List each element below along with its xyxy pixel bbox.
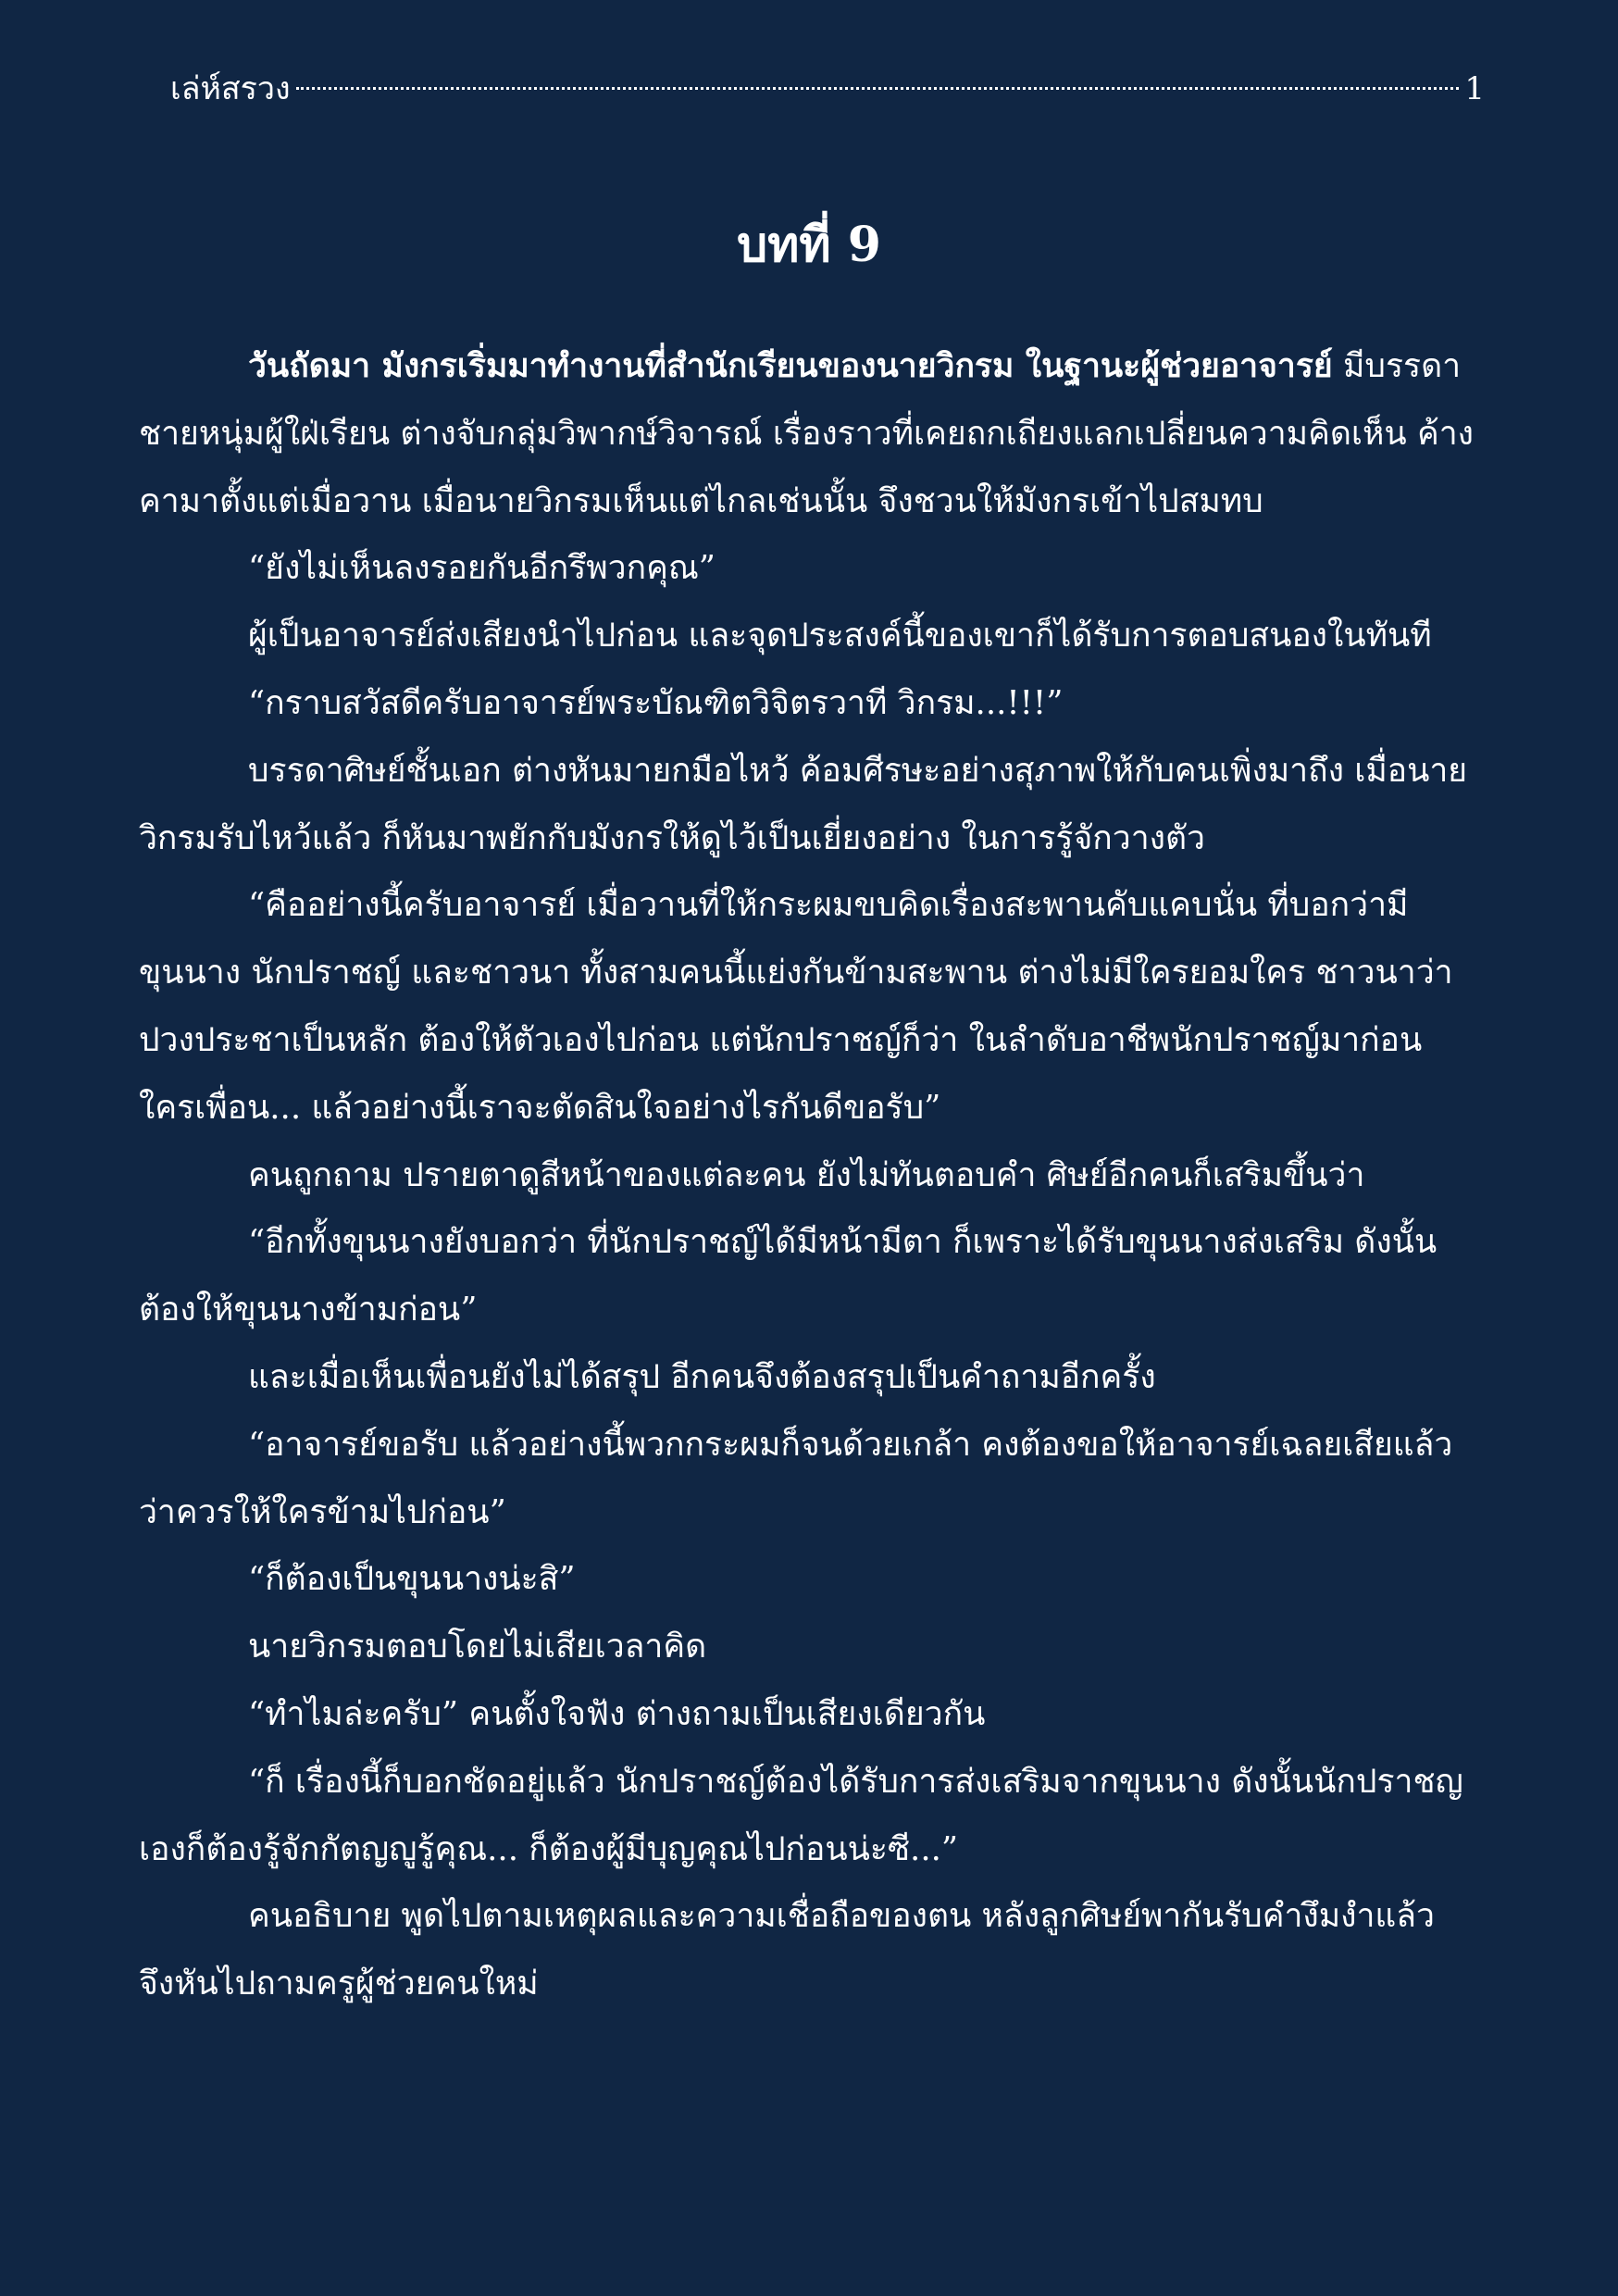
paragraph-opening bbox=[139, 333, 1476, 535]
chapter-body bbox=[139, 333, 1476, 2018]
paragraph: บรรดาศิษย์ชั้นเอก ต่างหันมายกมือไหว้ ค้อมศีรษะอย่างสุภาพให้กับคนเพิ่งมาถึง เมื่อนายวิกรมรับไหว้แล้ว ก็หันมาพยักกับมังกรให้ดูไว้เป็นเยี่ยงอย่าง ในการรู้จักวางตัว bbox=[139, 751, 1468, 857]
paragraph: “ทำไมล่ะครับ” คนตั้งใจฟัง ต่างถามเป็นเสียงเดียวกัน bbox=[248, 1694, 986, 1733]
paragraph: “อาจารย์ขอรับ แล้วอย่างนี้พวกกระผมก็จนด้วยเกล้า คงต้องขอให้อาจารย์เฉลยเสียแล้ว ว่าควรให้ใครข้ามไปก่อน” bbox=[139, 1425, 1453, 1531]
paragraph: คนถูกถาม ปรายตาดูสีหน้าของแต่ละคน ยังไม่ทันตอบคำ ศิษย์อีกคนก็เสริมขึ้นว่า bbox=[248, 1155, 1365, 1194]
page-number: 1 bbox=[1464, 70, 1485, 107]
paragraph: “ก็ต้องเป็นขุนนางน่ะสิ” bbox=[248, 1560, 576, 1599]
paragraph: “อีกทั้งขุนนางยังบอกว่า ที่นักปราชญ์ได้มีหน้ามีตา ก็เพราะได้รับขุนนางส่งเสริม ดังนั้นต้องให้ขุนนางข้ามก่อน” bbox=[139, 1223, 1438, 1329]
opening-sentence-bold: วันถัดมา มังกรเริ่มมาทำงานที่สำนักเรียนของนายวิกรม ในฐานะผู้ช่วยอาจารย์ bbox=[248, 347, 1333, 385]
paragraph: คนอธิบาย พูดไปตามเหตุผลและความเชื่อถือของตน หลังลูกศิษย์พากันรับคำงึมงำแล้ว จึงหันไปถามครูผู้ช่วยคนใหม่ bbox=[139, 1897, 1435, 2003]
paragraph: “ก็ เรื่องนี้ก็บอกชัดอยู่แล้ว นักปราชญ์ต้องได้รับการส่งเสริมจากขุนนาง ดังนั้นนักปราชญเองก็ต้องรู้จักกัตญญูรู้คุณ... ก็ต้องผู้มีบุญคุณไปก่อนน่ะซี...” bbox=[139, 1762, 1463, 1868]
chapter-title: บทที่ 9 bbox=[737, 217, 881, 273]
paragraph: “คืออย่างนี้ครับอาจารย์ เมื่อวานที่ให้กระผมขบคิดเรื่องสะพานคับแคบนั่น ที่บอกว่ามีขุนนาง นักปราชญ์ และชาวนา ทั้งสามคนนี้แย่งกันข้ามสะพาน ต่างไม่มีใครยอมใคร ชาวนาว่า ปวงประชาเป็นหลัก ต้องให้ตัวเองไปก่อน แต่นักปราชญ์ก็ว่า ในลำดับอาชีพนักปราชญ์มาก่อนใครเพื่อน... แล้วอย่างนี้เราจะตัดสินใจอย่างไรกันดีขอรับ” bbox=[139, 886, 1453, 1127]
paragraph: “ยังไม่เห็นลงรอยกันอีกรึพวกคุณ” bbox=[248, 549, 716, 588]
paragraph: นายวิกรมตอบโดยไม่เสียเวลาคิด bbox=[248, 1628, 707, 1666]
paragraph: ผู้เป็นอาจารย์ส่งเสียงนำไปก่อน และจุดประสงค์นี้ของเขาก็ได้รับการตอบสนองในทันที bbox=[248, 617, 1432, 655]
dot-leader bbox=[296, 87, 1460, 90]
paragraph: และเมื่อเห็นเพื่อนยังไม่ได้สรุป อีกคนจึงต้องสรุปเป็นคำถามอีกครั้ง bbox=[248, 1357, 1156, 1396]
book-title: เล่ห์สรวง bbox=[170, 70, 291, 107]
running-header bbox=[170, 61, 1485, 117]
paragraph: “กราบสวัสดีครับอาจารย์พระบัณฑิตวิจิตรวาที วิกรม...!!!” bbox=[248, 683, 1064, 722]
opening-sentence-rest: มีบรรดาชายหนุ่มผู้ใฝ่เรียน ต่างจับกลุ่มวิพากษ์วิจารณ์ เรื่องราวที่เคยถกเถียงแลกเปลี่ยนความคิดเห็น ค้างคามาตั้งแต่เมื่อวาน เมื่อนายวิกรมเห็นแต่ไกลเช่นนั้น จึงชวนให้มังกรเข้าไปสมทบ bbox=[139, 347, 1474, 520]
